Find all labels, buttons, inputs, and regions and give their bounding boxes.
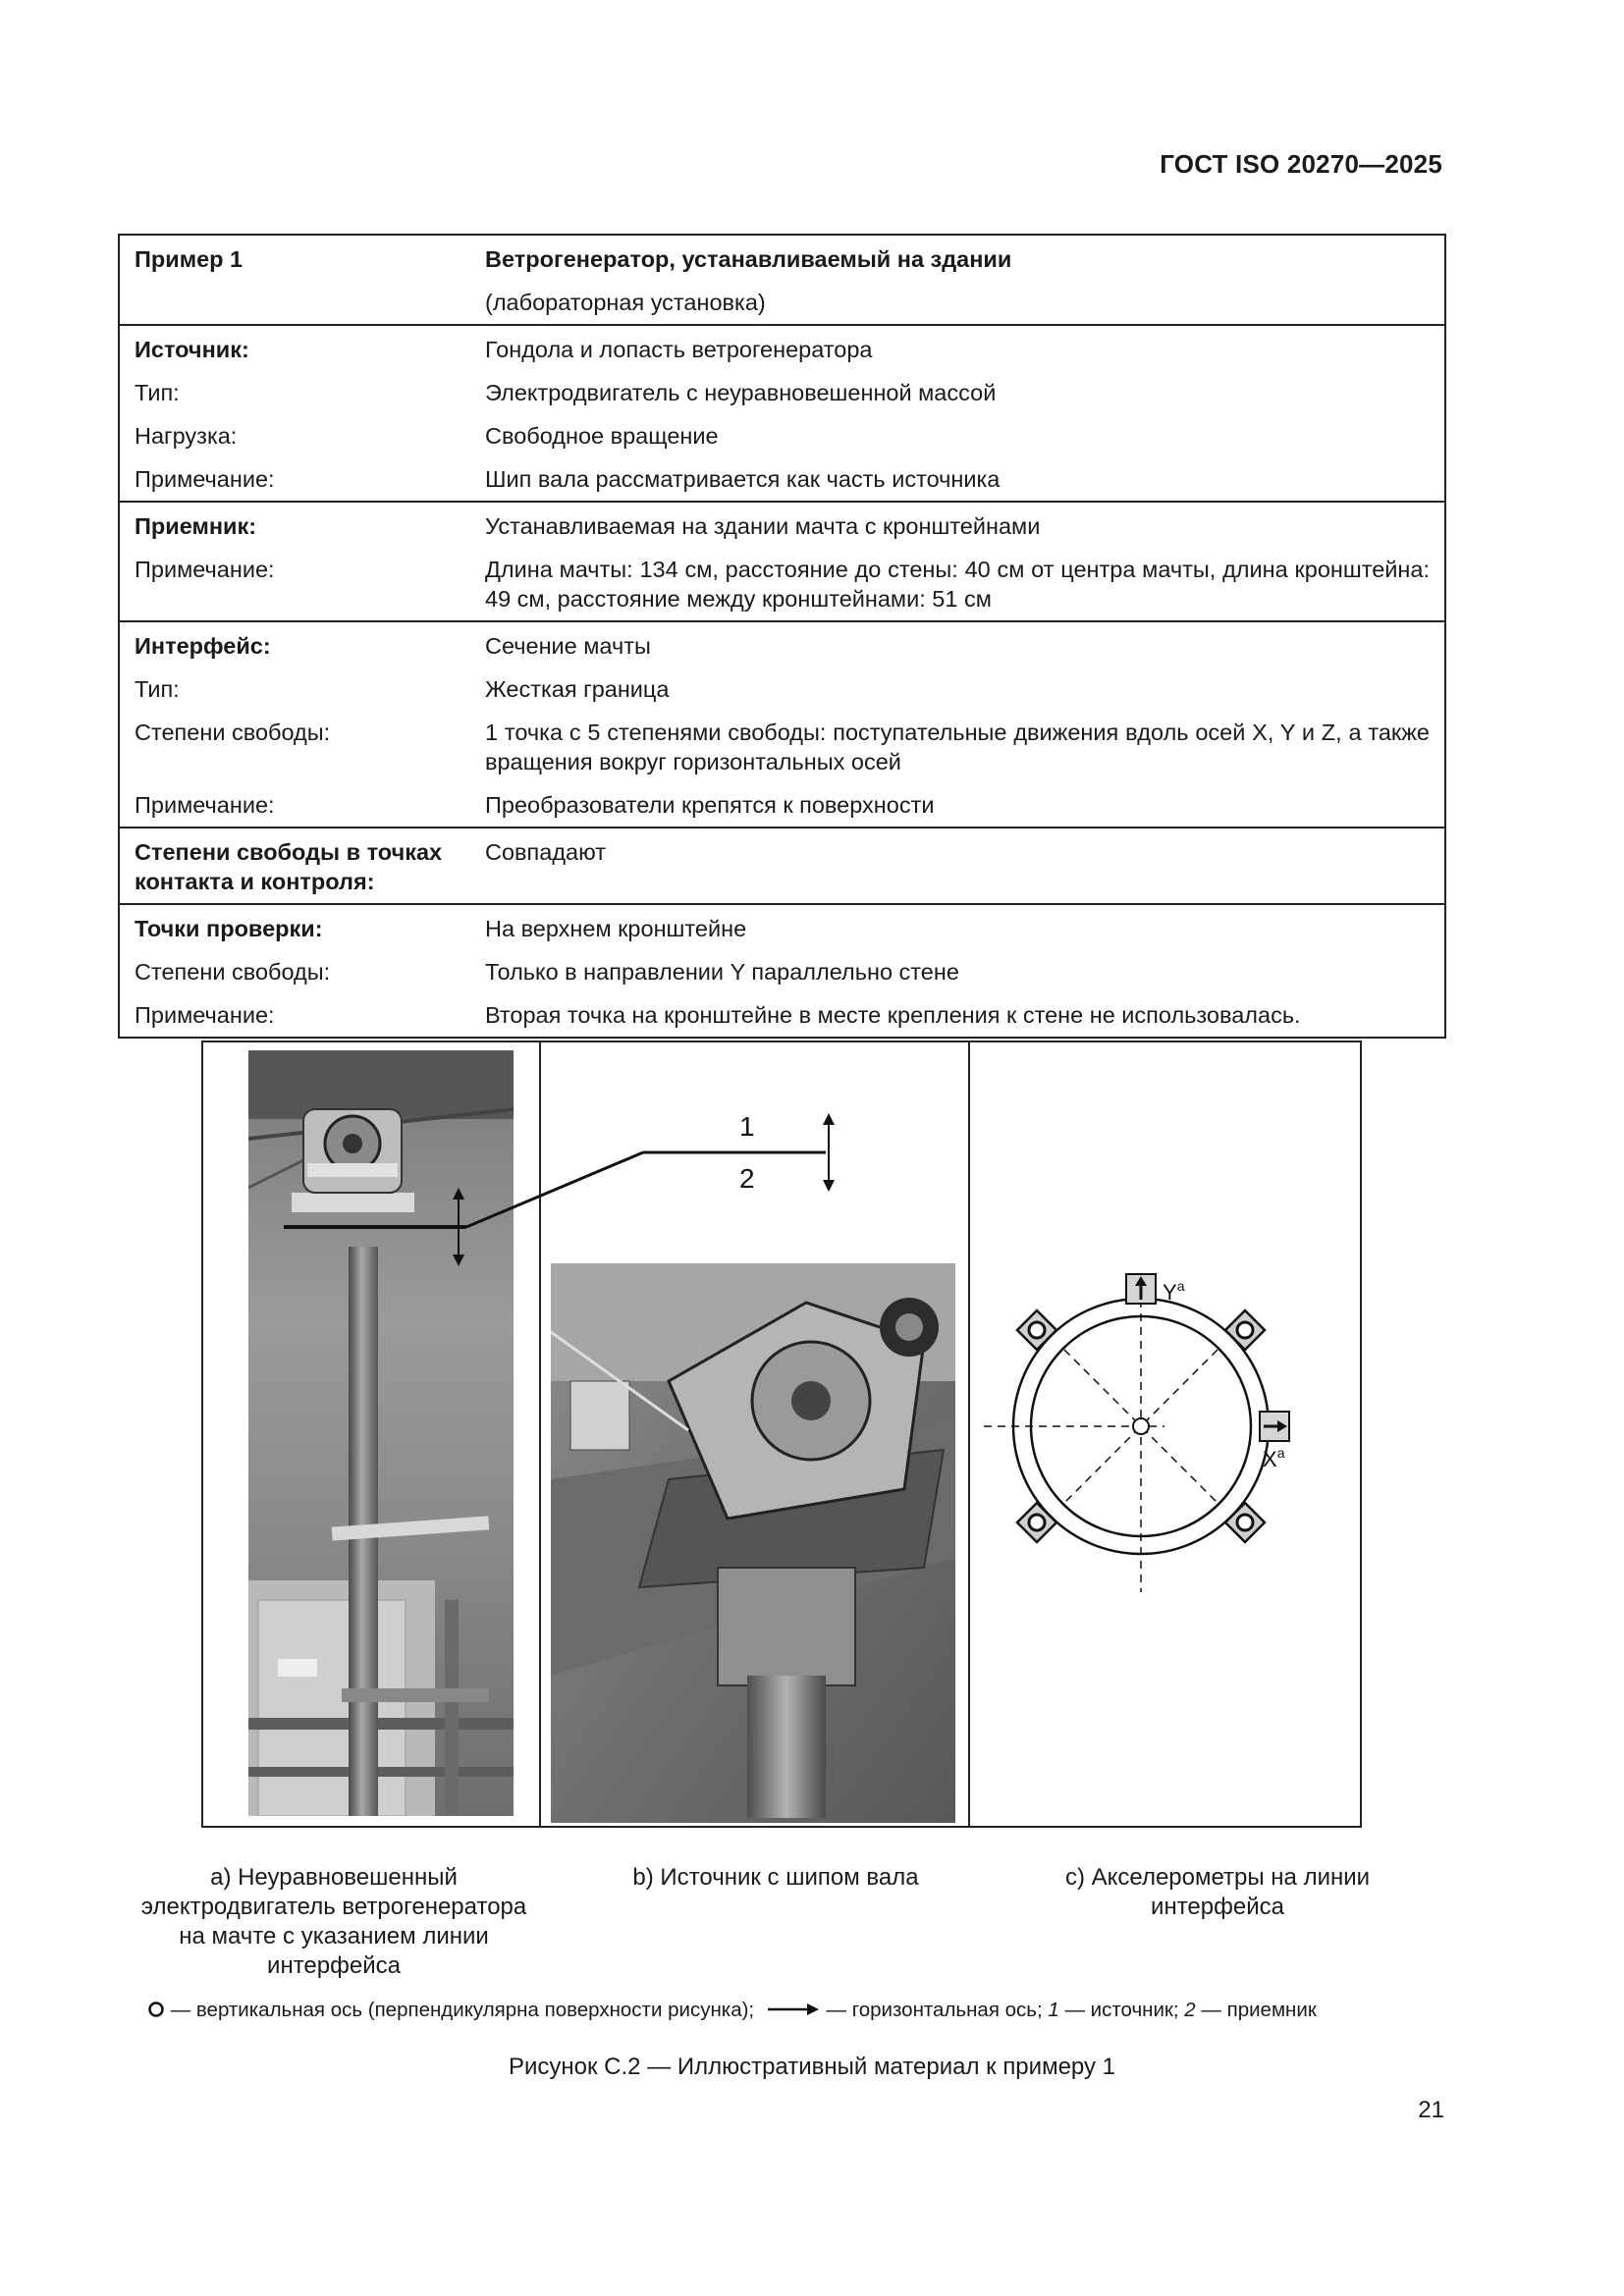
receiver-value: Устанавливаемая на здании мачта с кронштейнами: [485, 513, 1041, 539]
row-label: Примечание:: [135, 1002, 275, 1028]
row-label: Тип:: [135, 380, 180, 405]
legend-vertical: — вертикальная ось (перпендикулярна поверхности рисунка);: [170, 1999, 755, 2021]
sensor-bottom-left: [1017, 1503, 1056, 1542]
source-photo: [551, 1263, 955, 1823]
mast-photo: [248, 1050, 514, 1816]
table-row: [119, 281, 1445, 325]
caption-b: b) Источник с шипом вала: [632, 1864, 919, 1891]
row-label: Примечание:: [135, 792, 275, 818]
table-row: [119, 950, 1445, 993]
interface-value: Сечение мачты: [485, 633, 651, 659]
table-row: [119, 502, 1445, 548]
table-row: [119, 828, 1445, 904]
example-title: Ветрогенератор, устанавливаемый на здании: [485, 246, 1012, 272]
check-points-label: Точки проверки:: [135, 916, 323, 941]
legend-horizontal: — горизонтальная ось;: [826, 1999, 1043, 2021]
table-row: [119, 414, 1445, 457]
figure-legend: [147, 1999, 1473, 2022]
legend-num-2: 2: [1184, 1999, 1196, 2021]
table-row: [119, 711, 1445, 783]
panel-mast: [203, 1042, 541, 1826]
row-value: Вторая точка на кронштейне в месте крепления к стене не использовалась.: [485, 1002, 1301, 1028]
legend-receiver: — приемник: [1201, 1999, 1317, 2021]
marker-2: 2: [739, 1163, 755, 1194]
table-row: [119, 783, 1445, 828]
interface-label: Интерфейс:: [135, 633, 271, 659]
group-example: [119, 235, 1445, 325]
check-points-value: На верхнем кронштейне: [485, 916, 747, 941]
group-receiver: [119, 502, 1445, 621]
page-number: 21: [1418, 2097, 1444, 2123]
horizontal-axis-icon: [766, 2002, 821, 2016]
caption-c: c) Акселерометры на линии интерфейса: [1064, 1864, 1371, 1920]
example-label: Пример 1: [135, 246, 244, 272]
dof-contact-label: Степени свободы в точках контакта и контроля:: [135, 839, 443, 894]
row-label: Нагрузка:: [135, 423, 238, 449]
row-label: Тип:: [135, 676, 180, 702]
vertical-axis-icon: [147, 2001, 165, 2018]
table-row: [119, 235, 1445, 281]
caption-a: a) Неуравновешенный электродвигатель ветрогенератора на мачте с указанием линии интерфейса: [140, 1864, 527, 1979]
example-subtitle: (лабораторная установка): [485, 290, 766, 315]
x-axis-sensor: [1260, 1412, 1289, 1441]
figure-title: Рисунок С.2 — Иллюстративный материал к примеру 1: [508, 2054, 1116, 2080]
row-value: Жесткая граница: [485, 676, 670, 702]
row-value: 1 точка с 5 степенями свободы: поступательные движения вдоль осей X, Y и Z, а также вращения вокруг горизонтальных осей: [485, 720, 1430, 774]
y-axis-label: $Y^a$: [1163, 1278, 1185, 1305]
source-photo-illustration: [551, 1263, 955, 1823]
example-specification-table: [118, 234, 1446, 1039]
table-row: [119, 621, 1445, 667]
row-value: Только в направлении Y параллельно стене: [485, 959, 959, 985]
table-row: [119, 371, 1445, 414]
source-label: Источник:: [135, 337, 249, 362]
row-label: Степени свободы:: [135, 720, 331, 745]
group-check-points: [119, 904, 1445, 1038]
row-value: Свободное вращение: [485, 423, 719, 449]
group-interface: [119, 621, 1445, 828]
row-value: Преобразователи крепятся к поверхности: [485, 792, 935, 818]
receiver-label: Приемник:: [135, 513, 257, 539]
legend-source: — источник;: [1064, 1999, 1179, 2021]
table-row: [119, 904, 1445, 950]
marker-1: 1: [739, 1111, 755, 1142]
accelerometer-diagram: [968, 1042, 1360, 1826]
panel-accelerometers: [968, 1042, 1360, 1826]
table-row: [119, 457, 1445, 502]
table-row: [119, 325, 1445, 371]
sensor-bottom-right: [1225, 1503, 1265, 1542]
row-value: Шип вала рассматривается как часть источника: [485, 466, 1001, 492]
x-axis-label: $X^a$: [1263, 1445, 1285, 1471]
sensor-top-right: [1225, 1310, 1265, 1350]
mast-photo-illustration: [248, 1050, 514, 1816]
row-value: Длина мачты: 134 см, расстояние до стены: 40 см от центра мачты, длина кронштейна: 49 см, расстояние между кронштейнами: 51 см: [485, 557, 1430, 612]
panel-source: [539, 1042, 970, 1826]
row-label: Примечание:: [135, 557, 275, 582]
table-row: [119, 548, 1445, 621]
row-label: Степени свободы:: [135, 959, 331, 985]
row-value: Электродвигатель с неуравновешенной массой: [485, 380, 997, 405]
y-axis-sensor: [1126, 1274, 1156, 1304]
table-row: [119, 993, 1445, 1038]
group-dof-contact: [119, 828, 1445, 904]
row-label: Примечание:: [135, 466, 275, 492]
dof-contact-value: Совпадают: [485, 839, 606, 865]
legend-num-1: 1: [1048, 1999, 1059, 2021]
figure-c2: [201, 1041, 1362, 1828]
source-value: Гондола и лопасть ветрогенератора: [485, 337, 873, 362]
standard-header: ГОСТ ISO 20270—2025: [1160, 149, 1442, 179]
empty-cell: [119, 281, 470, 325]
table-row: [119, 667, 1445, 711]
sensor-top-left: [1017, 1310, 1056, 1350]
group-source: [119, 325, 1445, 502]
